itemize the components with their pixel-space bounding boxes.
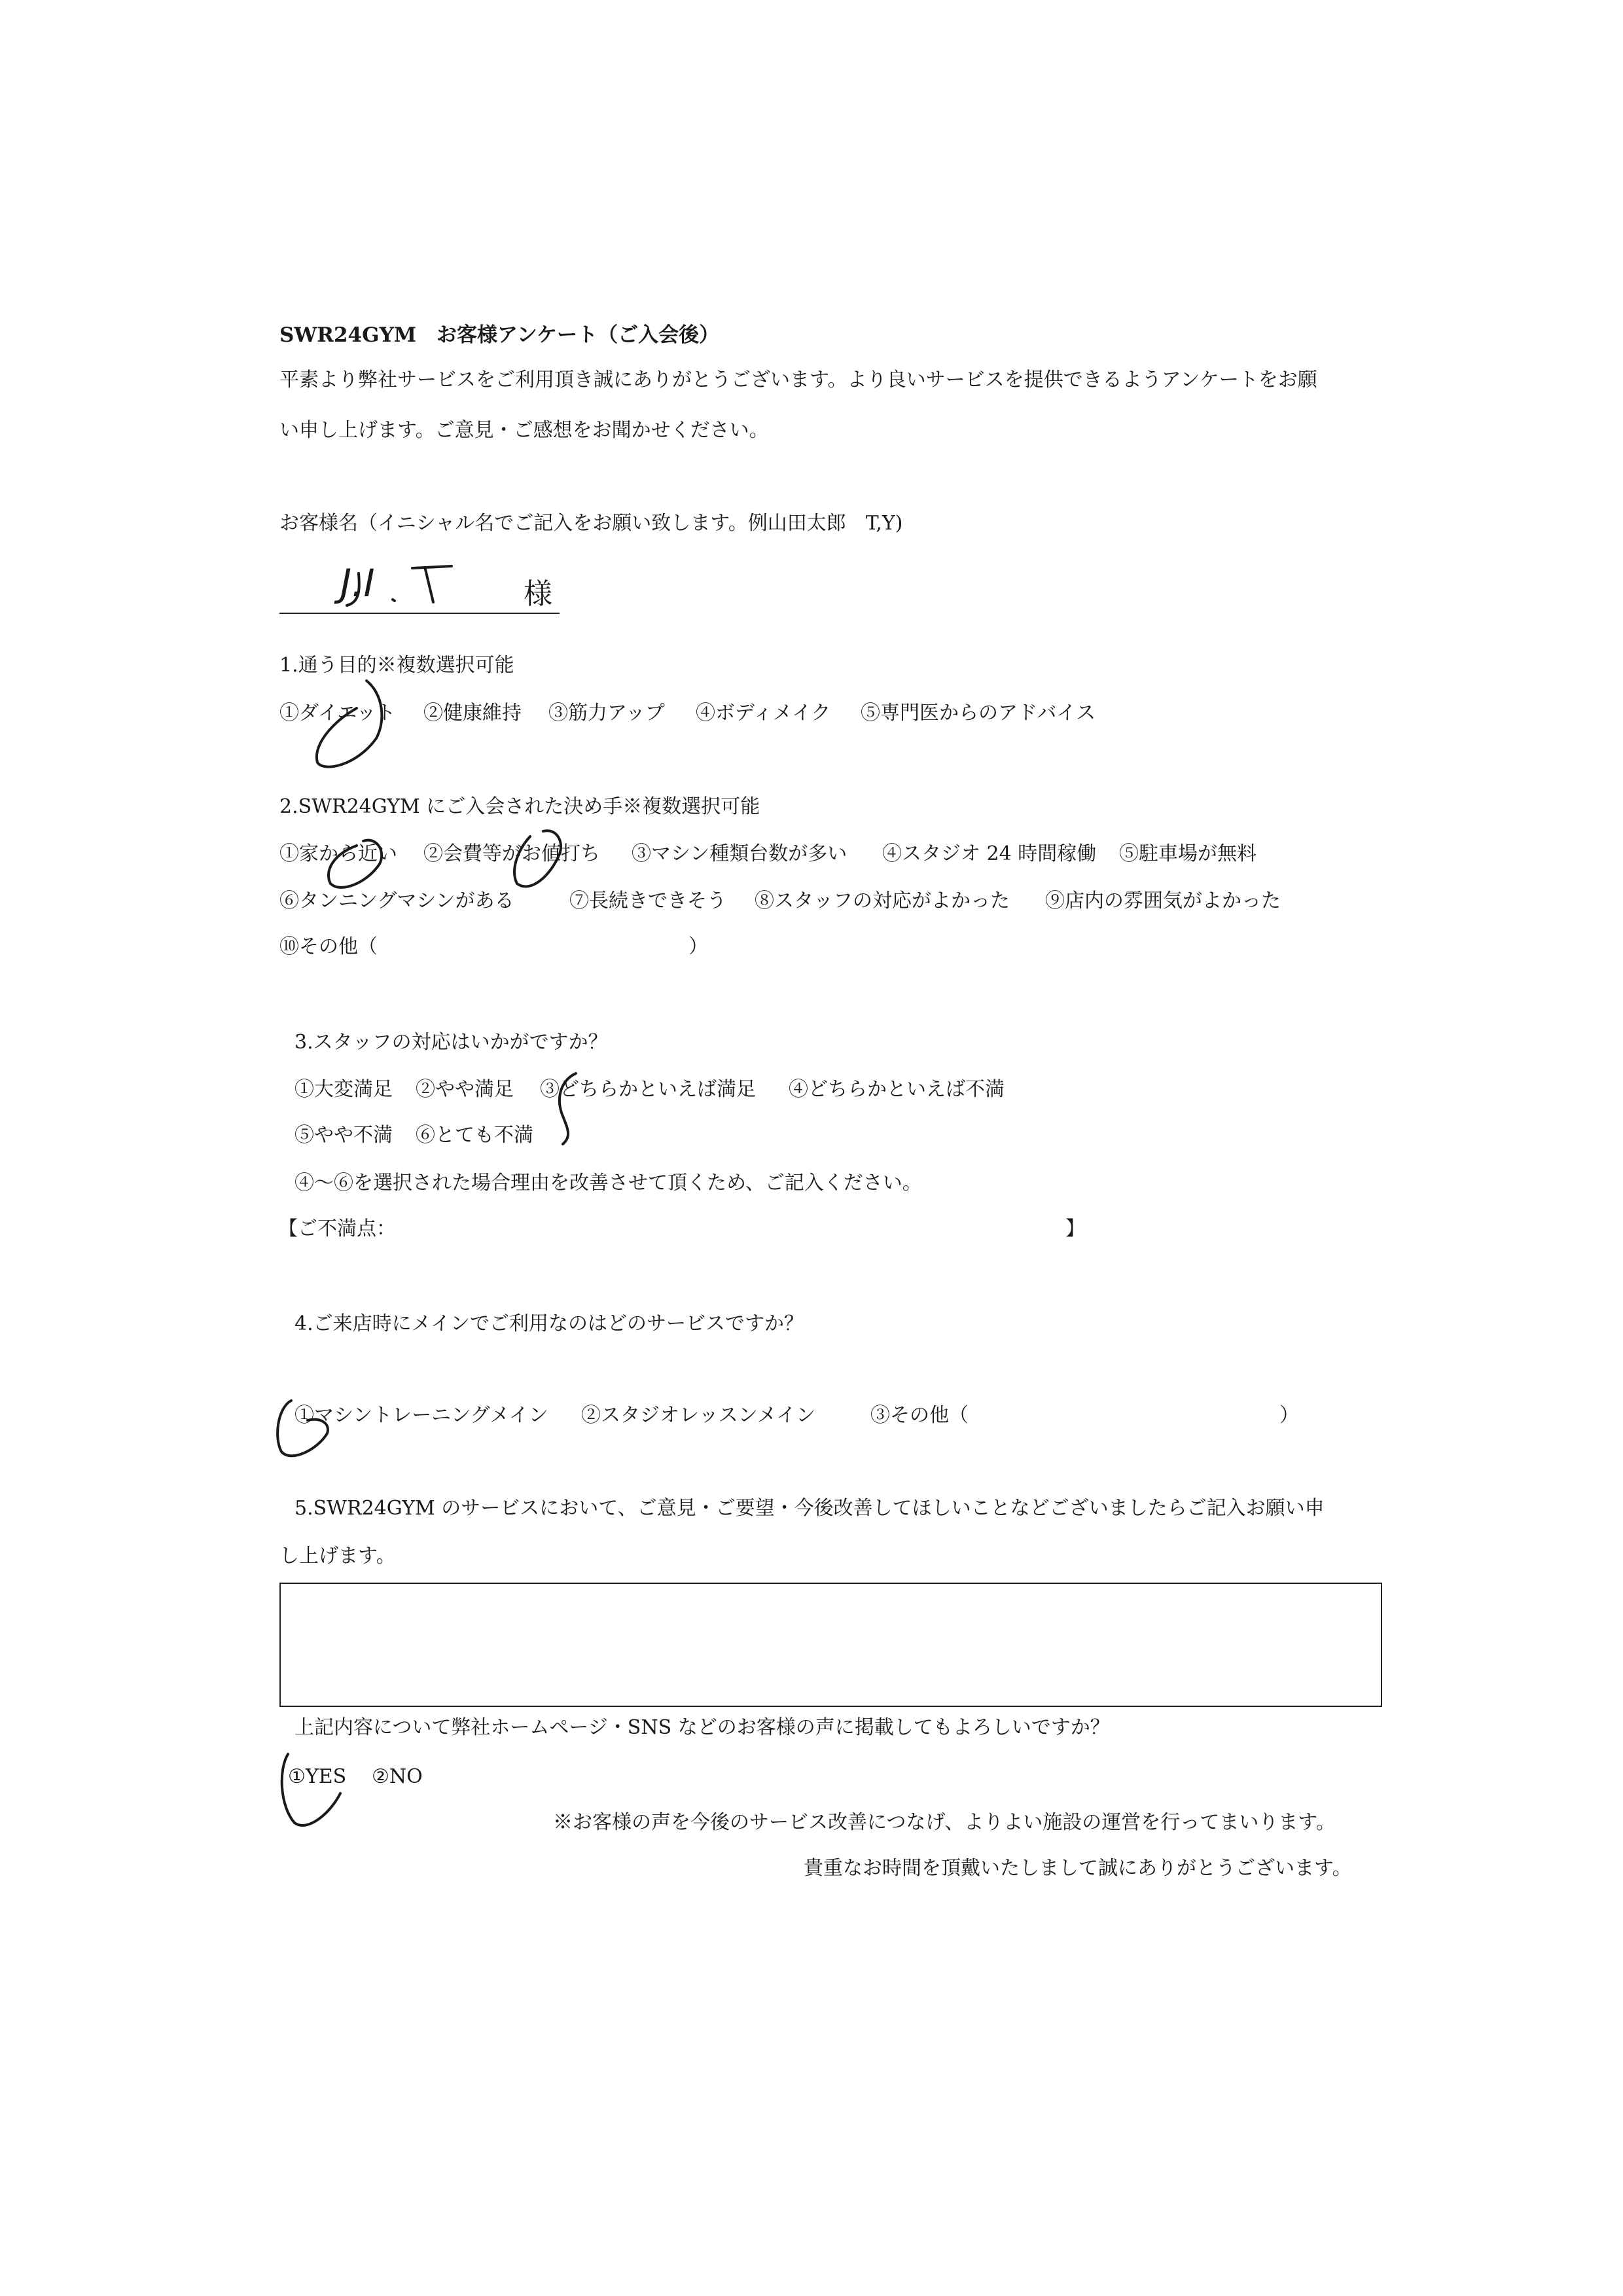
q2-option-10-label[interactable]: ⑩その他（ xyxy=(279,935,378,958)
q2-option-4[interactable]: ④スタジオ 24 時間稼働 xyxy=(882,842,1097,865)
q5-title-line-1: 5.SWR24GYM のサービスにおいて、ご意見・ご要望・今後改善してほしいことなどございましたらご記入お願い申 xyxy=(294,1497,1325,1520)
q4-option-2[interactable]: ②スタジオレッスンメイン xyxy=(581,1404,816,1427)
q3-complaint-label[interactable]: 【ご不満点： xyxy=(278,1217,396,1240)
q3-title: 3.スタッフの対応はいかがですか？ xyxy=(294,1031,608,1054)
q1-title: 1.通う目的※複数選択可能 xyxy=(279,654,514,677)
q3-option-2[interactable]: ②やや満足 xyxy=(416,1078,514,1101)
intro-line-2: い申し上げます。ご意見・ご感想をお聞かせください。 xyxy=(279,419,769,442)
q2-option-6[interactable]: ⑥タンニングマシンがある xyxy=(279,889,514,912)
q1-option-4[interactable]: ④ボディメイク xyxy=(696,702,831,725)
q1-option-5[interactable]: ⑤専門医からのアドバイス xyxy=(861,702,1096,725)
q5-answer-box[interactable] xyxy=(279,1583,1382,1707)
footer-line-2: 貴重なお時間を頂戴いたしまして誠にありがとうございます。 xyxy=(804,1857,1352,1880)
q2-option-3[interactable]: ③マシン種類台数が多い xyxy=(632,842,847,865)
q2-option-8[interactable]: ⑧スタッフの対応がよかった xyxy=(755,889,1010,912)
q1-option-2[interactable]: ②健康維持 xyxy=(423,702,522,725)
q3-complaint-close: 】 xyxy=(1065,1217,1085,1240)
q3-note: ④～⑥を選択された場合理由を改善させて頂くため、ご記入ください。 xyxy=(294,1172,922,1194)
name-label: お客様名（イニシャル名でご記入をお願い致します。例山田太郎 T,Y) xyxy=(279,512,903,535)
q3-option-3[interactable]: ③どちらかといえば満足 xyxy=(540,1078,756,1101)
name-underline xyxy=(279,613,560,614)
q3-option-4[interactable]: ④どちらかといえば不満 xyxy=(789,1078,1005,1101)
publish-option-yes[interactable]: ①YES xyxy=(288,1765,347,1788)
q2-title: 2.SWR24GYM にご入会された決め手※複数選択可能 xyxy=(279,795,760,818)
q2-option-2[interactable]: ②会費等がお値打ち xyxy=(423,842,600,865)
survey-title: SWR24GYM お客様アンケート（ご入会後） xyxy=(279,323,720,347)
q3-option-6[interactable]: ⑥とても不満 xyxy=(416,1124,533,1147)
q1-option-1[interactable]: ①ダイエット xyxy=(279,702,396,725)
q2-option-7[interactable]: ⑦長続きできそう xyxy=(569,889,726,912)
publish-question: 上記内容について弊社ホームページ・SNS などのお客様の声に掲載してもよろしいですか？ xyxy=(294,1716,1110,1739)
q2-option-1[interactable]: ①家から近い xyxy=(279,842,397,865)
q2-option-10-close: ） xyxy=(688,935,708,958)
q3-option-5[interactable]: ⑤やや不満 xyxy=(294,1124,393,1147)
name-value[interactable]: J.I xyxy=(340,561,375,605)
q1-option-3[interactable]: ③筋力アップ xyxy=(548,702,665,725)
publish-option-no[interactable]: ②NO xyxy=(372,1765,423,1788)
q2-option-5[interactable]: ⑤駐車場が無料 xyxy=(1119,842,1257,865)
q2-option-9[interactable]: ⑨店内の雰囲気がよかった xyxy=(1045,889,1281,912)
q4-option-3[interactable]: ③その他（ xyxy=(870,1404,969,1427)
q3-option-1[interactable]: ①大変満足 xyxy=(294,1078,393,1101)
q5-title-line-2: し上げます。 xyxy=(279,1545,396,1568)
q4-option-1[interactable]: ①マシントレーニングメイン xyxy=(294,1404,548,1427)
q4-title: 4.ご来店時にメインでご利用なのはどのサービスですか？ xyxy=(294,1312,804,1335)
initials-i-stroke xyxy=(412,566,452,602)
initials-dot xyxy=(393,600,395,601)
intro-line-1: 平素より弊社サービスをご利用頂き誠にありがとうございます。より良いサービスを提供できるようアンケートをお願 xyxy=(279,368,1317,391)
honorific: 様 xyxy=(524,577,552,611)
footer-line-1: ※お客様の声を今後のサービス改善につなげ、よりよい施設の運営を行ってまいります。 xyxy=(553,1811,1336,1834)
q4-option-3-close: ） xyxy=(1279,1404,1299,1427)
